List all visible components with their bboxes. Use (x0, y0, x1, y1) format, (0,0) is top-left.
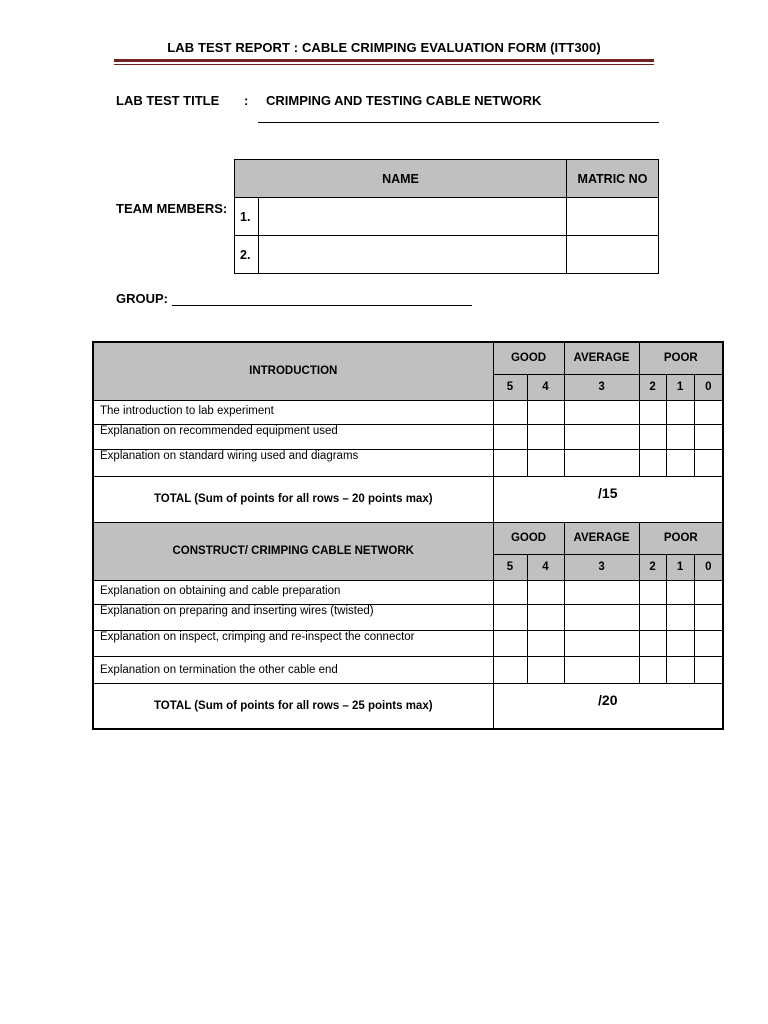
score-cell[interactable] (527, 630, 564, 656)
score-cell[interactable] (666, 400, 694, 424)
matric-column-header: MATRIC NO (566, 160, 658, 198)
criterion-label: The introduction to lab experiment (93, 400, 493, 424)
score-header: 5 (493, 374, 527, 400)
score-cell[interactable] (493, 630, 527, 656)
team-members-header-row (235, 160, 659, 198)
team-member-matric-field[interactable] (566, 198, 658, 236)
rating-group-average: AVERAGE (564, 342, 639, 374)
score-cell[interactable] (527, 449, 564, 476)
form-title: LAB TEST REPORT : CABLE CRIMPING EVALUATION FORM (ITT300) (167, 40, 601, 55)
rubric-section-header-row (93, 342, 723, 374)
score-cell[interactable] (666, 424, 694, 449)
name-column-header: NAME (235, 160, 567, 198)
score-cell[interactable] (694, 449, 723, 476)
score-header: 4 (527, 554, 564, 580)
score-header: 0 (694, 374, 723, 400)
score-cell[interactable] (639, 656, 666, 683)
score-cell[interactable] (639, 424, 666, 449)
lab-test-title-label: LAB TEST TITLE (116, 93, 220, 108)
rubric-section-header-row (93, 522, 723, 554)
lab-test-title-colon: : (244, 93, 249, 108)
score-cell[interactable] (694, 424, 723, 449)
score-header: 3 (564, 374, 639, 400)
score-cell[interactable] (694, 604, 723, 630)
criterion-label: Explanation on recommended equipment used (93, 424, 493, 449)
total-value: /15 (493, 476, 723, 522)
score-cell[interactable] (694, 656, 723, 683)
total-label: TOTAL (Sum of points for all rows – 25 points max) (93, 683, 493, 729)
score-cell[interactable] (666, 630, 694, 656)
score-header: 0 (694, 554, 723, 580)
team-members-table (234, 159, 659, 274)
lab-test-title-underline (258, 122, 659, 123)
score-cell[interactable] (564, 400, 639, 424)
title-rule-thin (114, 64, 654, 65)
criterion-label: Explanation on termination the other cable end (93, 656, 493, 683)
rating-group-good: GOOD (493, 522, 564, 554)
score-cell[interactable] (493, 400, 527, 424)
criterion-label: Explanation on inspect, crimping and re-inspect the connector (93, 630, 493, 656)
score-cell[interactable] (639, 449, 666, 476)
score-cell[interactable] (564, 424, 639, 449)
title-rule-thick (114, 59, 654, 62)
team-member-number: 2. (235, 236, 259, 274)
score-cell[interactable] (564, 656, 639, 683)
team-member-row (235, 198, 659, 236)
score-cell[interactable] (666, 580, 694, 604)
score-header: 2 (639, 374, 666, 400)
score-header: 3 (564, 554, 639, 580)
team-member-number: 1. (235, 198, 259, 236)
criterion-row (93, 580, 723, 604)
team-member-row (235, 236, 659, 274)
total-value: /20 (493, 683, 723, 729)
score-cell[interactable] (639, 400, 666, 424)
team-members-label: TEAM MEMBERS: (116, 201, 228, 216)
team-member-name-field[interactable] (259, 198, 567, 236)
score-cell[interactable] (564, 630, 639, 656)
score-cell[interactable] (527, 656, 564, 683)
score-cell[interactable] (493, 580, 527, 604)
total-label: TOTAL (Sum of points for all rows – 20 points max) (93, 476, 493, 522)
score-cell[interactable] (639, 580, 666, 604)
criterion-row (93, 630, 723, 656)
score-header: 1 (666, 554, 694, 580)
team-member-name-field[interactable] (259, 236, 567, 274)
group-input-line[interactable] (172, 305, 472, 306)
score-cell[interactable] (564, 580, 639, 604)
criterion-label: Explanation on obtaining and cable preparation (93, 580, 493, 604)
score-cell[interactable] (564, 604, 639, 630)
score-cell[interactable] (666, 449, 694, 476)
group-label: GROUP: (116, 291, 168, 306)
lab-test-title-value: CRIMPING AND TESTING CABLE NETWORK (266, 93, 542, 108)
criterion-row (93, 604, 723, 630)
evaluation-rubric-table (92, 341, 724, 730)
score-cell[interactable] (527, 604, 564, 630)
score-cell[interactable] (527, 424, 564, 449)
section-title: CONSTRUCT/ CRIMPING CABLE NETWORK (93, 522, 493, 580)
score-cell[interactable] (666, 604, 694, 630)
score-header: 4 (527, 374, 564, 400)
score-cell[interactable] (527, 400, 564, 424)
criterion-row (93, 449, 723, 476)
score-cell[interactable] (493, 449, 527, 476)
total-row (93, 476, 723, 522)
score-cell[interactable] (639, 630, 666, 656)
score-header: 2 (639, 554, 666, 580)
score-header: 1 (666, 374, 694, 400)
score-cell[interactable] (694, 400, 723, 424)
score-cell[interactable] (493, 604, 527, 630)
score-cell[interactable] (639, 604, 666, 630)
criterion-label: Explanation on standard wiring used and diagrams (93, 449, 493, 476)
rating-group-poor: POOR (639, 522, 723, 554)
score-cell[interactable] (493, 424, 527, 449)
score-cell[interactable] (527, 580, 564, 604)
score-cell[interactable] (493, 656, 527, 683)
rating-group-poor: POOR (639, 342, 723, 374)
section-title: INTRODUCTION (93, 342, 493, 400)
score-cell[interactable] (694, 580, 723, 604)
criterion-row (93, 656, 723, 683)
criterion-label: Explanation on preparing and inserting wires (twisted) (93, 604, 493, 630)
score-cell[interactable] (694, 630, 723, 656)
team-member-matric-field[interactable] (566, 236, 658, 274)
score-cell[interactable] (666, 656, 694, 683)
score-cell[interactable] (564, 449, 639, 476)
rating-group-good: GOOD (493, 342, 564, 374)
score-header: 5 (493, 554, 527, 580)
criterion-row (93, 400, 723, 424)
rating-group-average: AVERAGE (564, 522, 639, 554)
total-row (93, 683, 723, 729)
criterion-row (93, 424, 723, 449)
